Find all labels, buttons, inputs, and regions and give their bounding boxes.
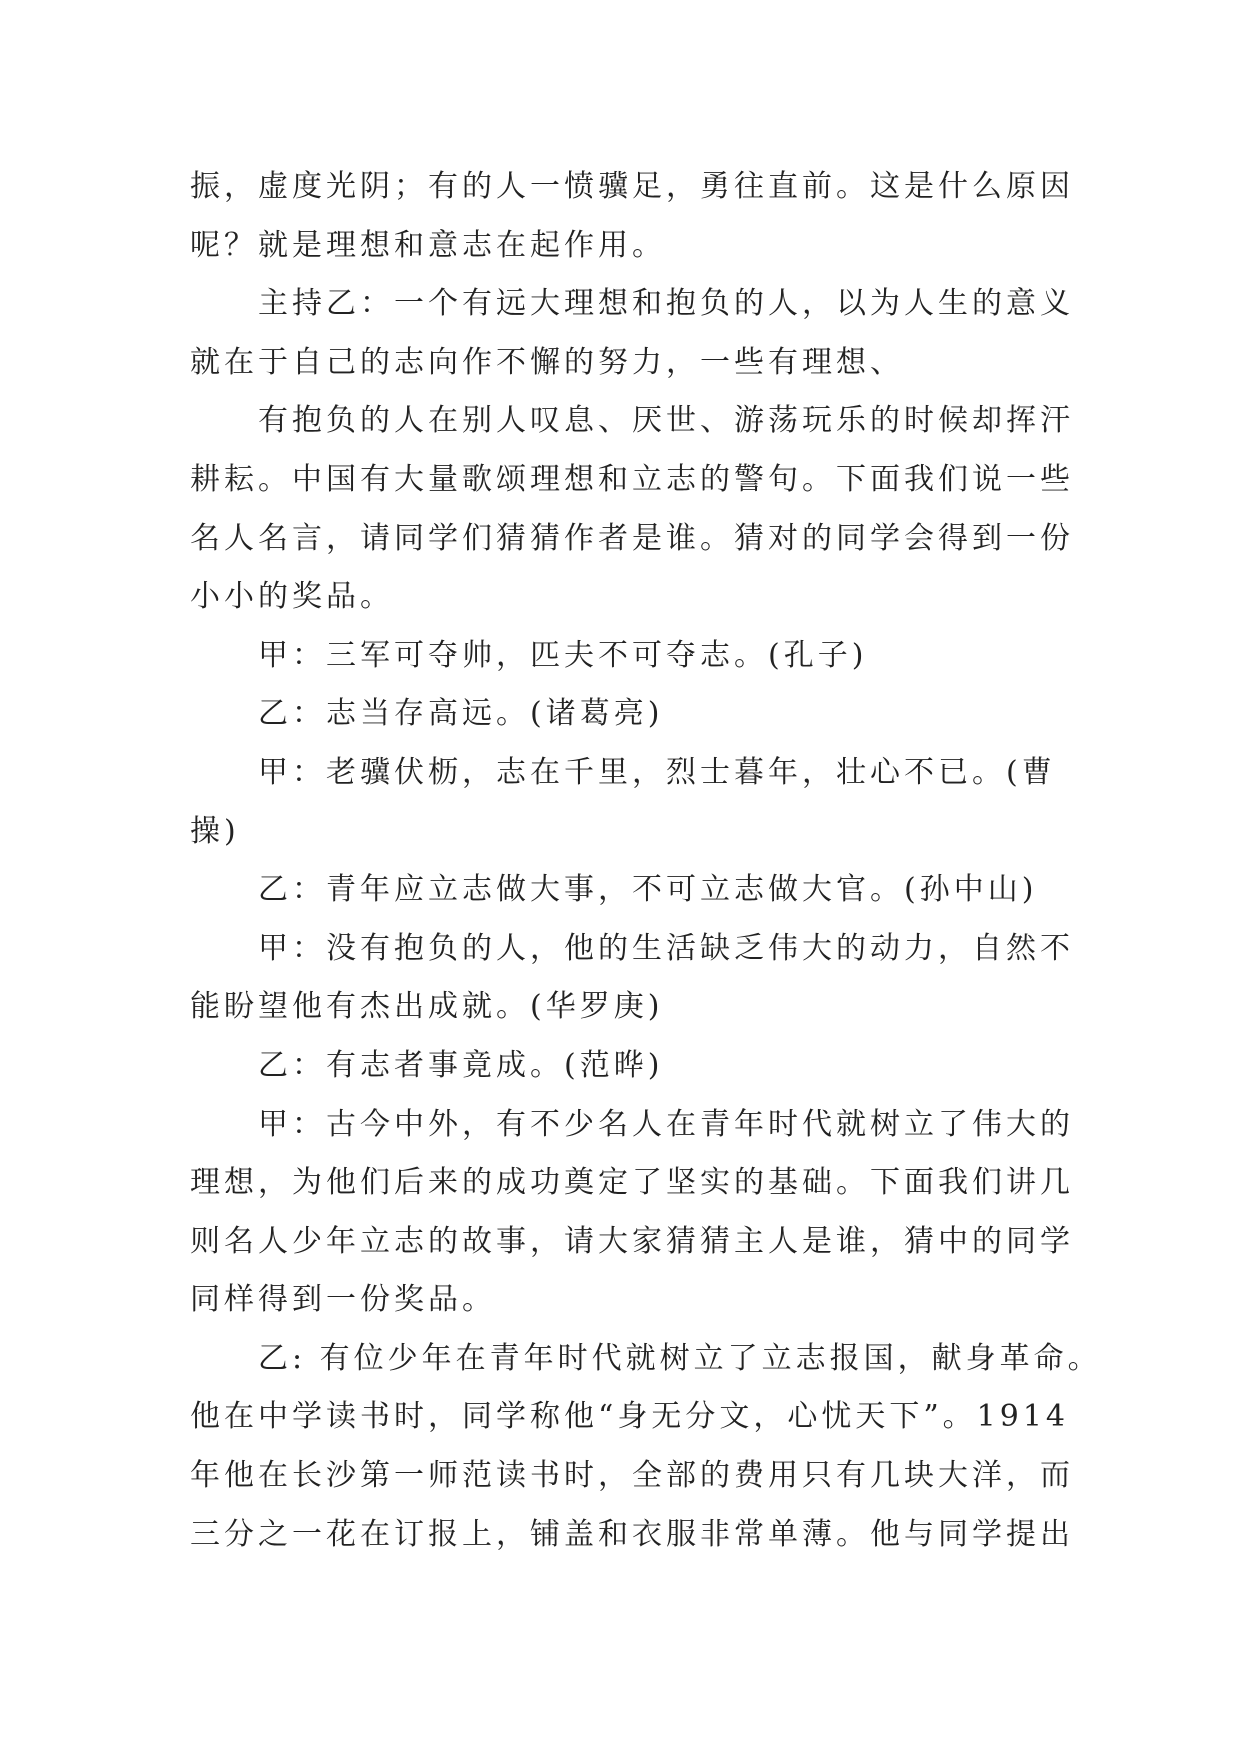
text-line: 能盼望他有杰出成就。(华罗庚): [190, 989, 664, 1025]
text-line: 三分之一花在订报上，铺盖和衣服非常单薄。他与同学提出: [190, 1516, 1074, 1552]
text-line: 年他在长沙第一师范读书时，全部的费用只有几块大洋，而: [190, 1458, 1074, 1494]
text-line: 振，虚度光阴；有的人一愤骥足，勇往直前。这是什么原因: [190, 169, 1074, 204]
text-line: 同样得到一份奖品。: [190, 1282, 496, 1318]
text-line: 就在于自己的志向作不懈的努力，一些有理想、: [190, 344, 904, 380]
text-line: 操): [190, 813, 240, 849]
text-line: 乙: 有位少年在青年时代就树立了立志报国，献身革命。: [258, 1340, 1102, 1376]
text-line: 理想，为他们后来的成功奠定了坚实的基础。下面我们讲几: [190, 1165, 1074, 1201]
text-line: 甲：古今中外，有不少名人在青年时代就树立了伟大的: [258, 1106, 1074, 1142]
text-line: 乙：志当存高远。(诸葛亮): [258, 696, 664, 732]
text-line: 甲：没有抱负的人，他的生活缺乏伟大的动力，自然不: [258, 930, 1074, 966]
text-line: 小小的奖品。: [190, 579, 394, 615]
text-line: 甲：老骥伏枥，志在千里，烈士暮年，壮心不已。(曹: [258, 754, 1056, 790]
text-line: 则名人少年立志的故事，请大家猜猜主人是谁，猜中的同学: [190, 1223, 1074, 1259]
document-body: [190, 158, 1102, 1564]
text-line: 他在中学读书时，同学称他“身无分文，心忧天下”。1914: [190, 1399, 1070, 1435]
text-line: 名人名言，请同学们猜猜作者是谁。猜对的同学会得到一份: [190, 520, 1074, 556]
text-line: 主持乙：一个有远大理想和抱负的人，以为人生的意义: [258, 286, 1074, 322]
text-line: 耕耘。中国有大量歌颂理想和立志的警句。下面我们说一些: [190, 461, 1074, 497]
text-line: 乙：有志者事竟成。(范晔): [258, 1047, 664, 1083]
text-line: 有抱负的人在别人叹息、厌世、游荡玩乐的时候却挥汗: [258, 403, 1074, 439]
text-line: 乙：青年应立志做大事，不可立志做大官。(孙中山): [258, 872, 1038, 908]
text-line: 呢？就是理想和意志在起作用。: [190, 227, 666, 263]
text-line: 甲：三军可夺帅，匹夫不可夺志。(孔子): [258, 637, 868, 673]
